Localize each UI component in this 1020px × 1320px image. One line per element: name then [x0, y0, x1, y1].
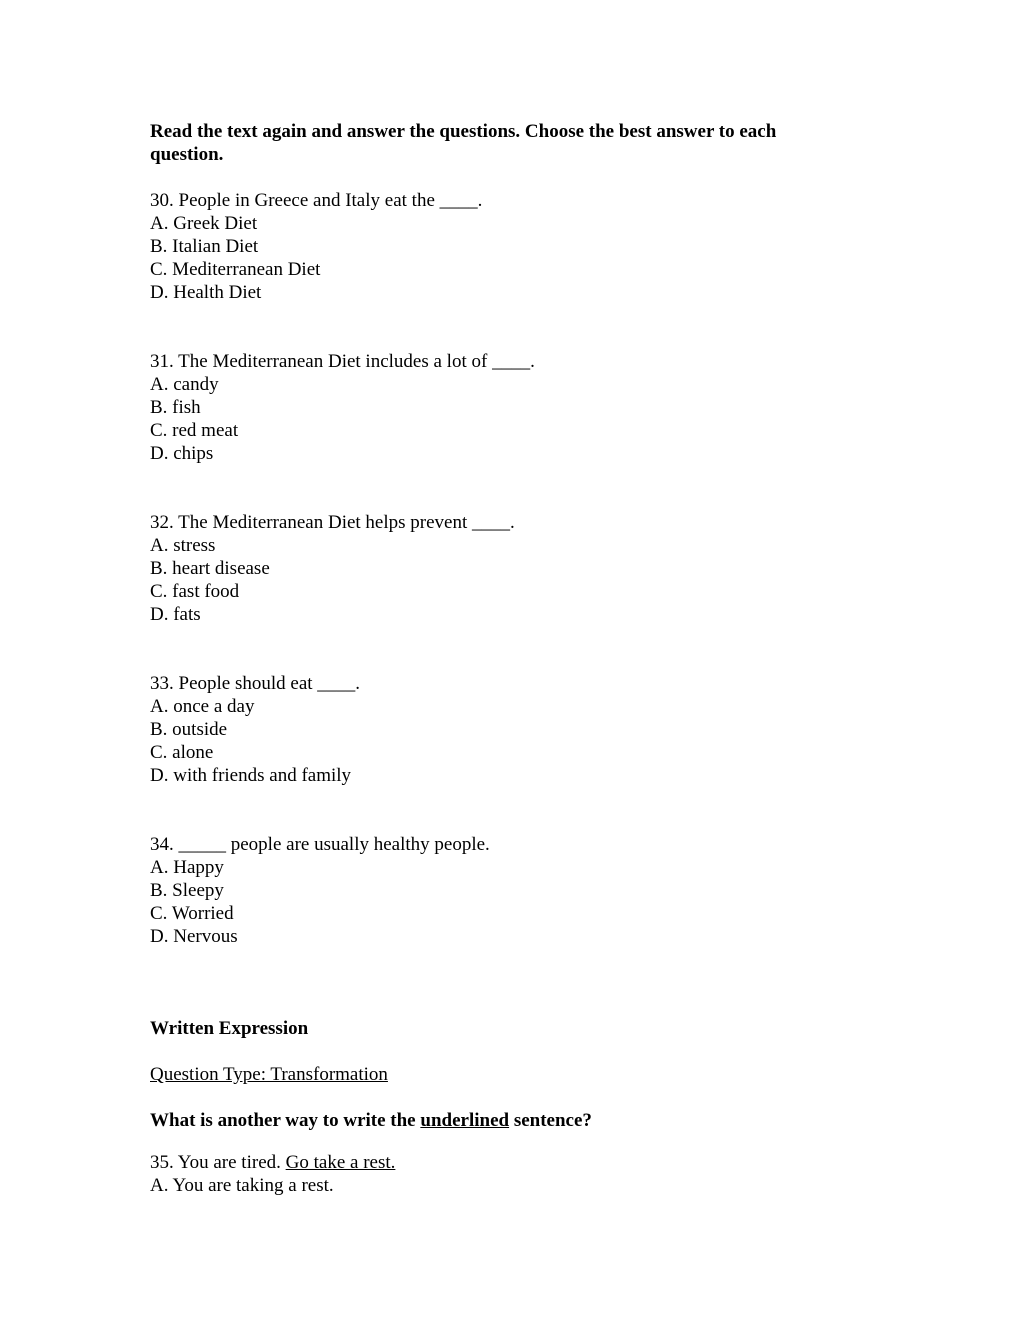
- option-b: B. Sleepy: [150, 880, 224, 901]
- question-stem: 33. People should eat ____.: [150, 673, 361, 694]
- option-c: C. red meat: [150, 420, 239, 441]
- option-a: A. once a day: [150, 696, 255, 717]
- question-31: [150, 350, 535, 465]
- question-32: [150, 511, 515, 626]
- option-a: A. Happy: [150, 857, 224, 878]
- question-33: [150, 672, 360, 787]
- stem-underlined: Go take a rest.: [285, 1152, 396, 1173]
- instructions: Read the text again and answer the questions. Choose the best answer to each question.: [150, 121, 777, 165]
- option-b: B. heart disease: [150, 558, 270, 579]
- question-type: Question Type: Transformation: [150, 1064, 388, 1085]
- question-30: [150, 189, 482, 304]
- question-stem: [150, 1151, 395, 1174]
- question-stem: 32. The Mediterranean Diet helps prevent ____.: [150, 512, 515, 533]
- option-d: D. Health Diet: [150, 282, 262, 303]
- question-stem: 30. People in Greece and Italy eat the ____.: [150, 190, 483, 211]
- option-c: C. Worried: [150, 903, 234, 924]
- prompt-after: sentence?: [509, 1110, 592, 1131]
- prompt-before: What is another way to write the: [150, 1110, 421, 1131]
- option-b: B. Italian Diet: [150, 236, 259, 257]
- section-title: Written Expression: [150, 1018, 309, 1039]
- question-35: [150, 1151, 395, 1197]
- option-a: A. candy: [150, 374, 219, 395]
- prompt-underlined: underlined: [420, 1110, 510, 1131]
- option-a: A. stress: [150, 535, 216, 556]
- option-a: A. You are taking a rest.: [150, 1175, 334, 1196]
- option-b: B. fish: [150, 397, 201, 418]
- option-d: D. Nervous: [150, 926, 238, 947]
- question-stem: 31. The Mediterranean Diet includes a lot of ____.: [150, 351, 535, 372]
- option-c: C. Mediterranean Diet: [150, 259, 321, 280]
- question-34: [150, 833, 490, 948]
- option-c: C. alone: [150, 742, 214, 763]
- option-d: D. with friends and family: [150, 765, 352, 786]
- option-d: D. fats: [150, 604, 201, 625]
- question-stem: 34. _____ people are usually healthy people.: [150, 834, 490, 855]
- option-a: A. Greek Diet: [150, 213, 258, 234]
- option-b: B. outside: [150, 719, 228, 740]
- stem-before: 35. You are tired.: [150, 1152, 286, 1173]
- option-d: D. chips: [150, 443, 214, 464]
- option-c: C. fast food: [150, 581, 240, 602]
- section-prompt: [150, 1109, 592, 1132]
